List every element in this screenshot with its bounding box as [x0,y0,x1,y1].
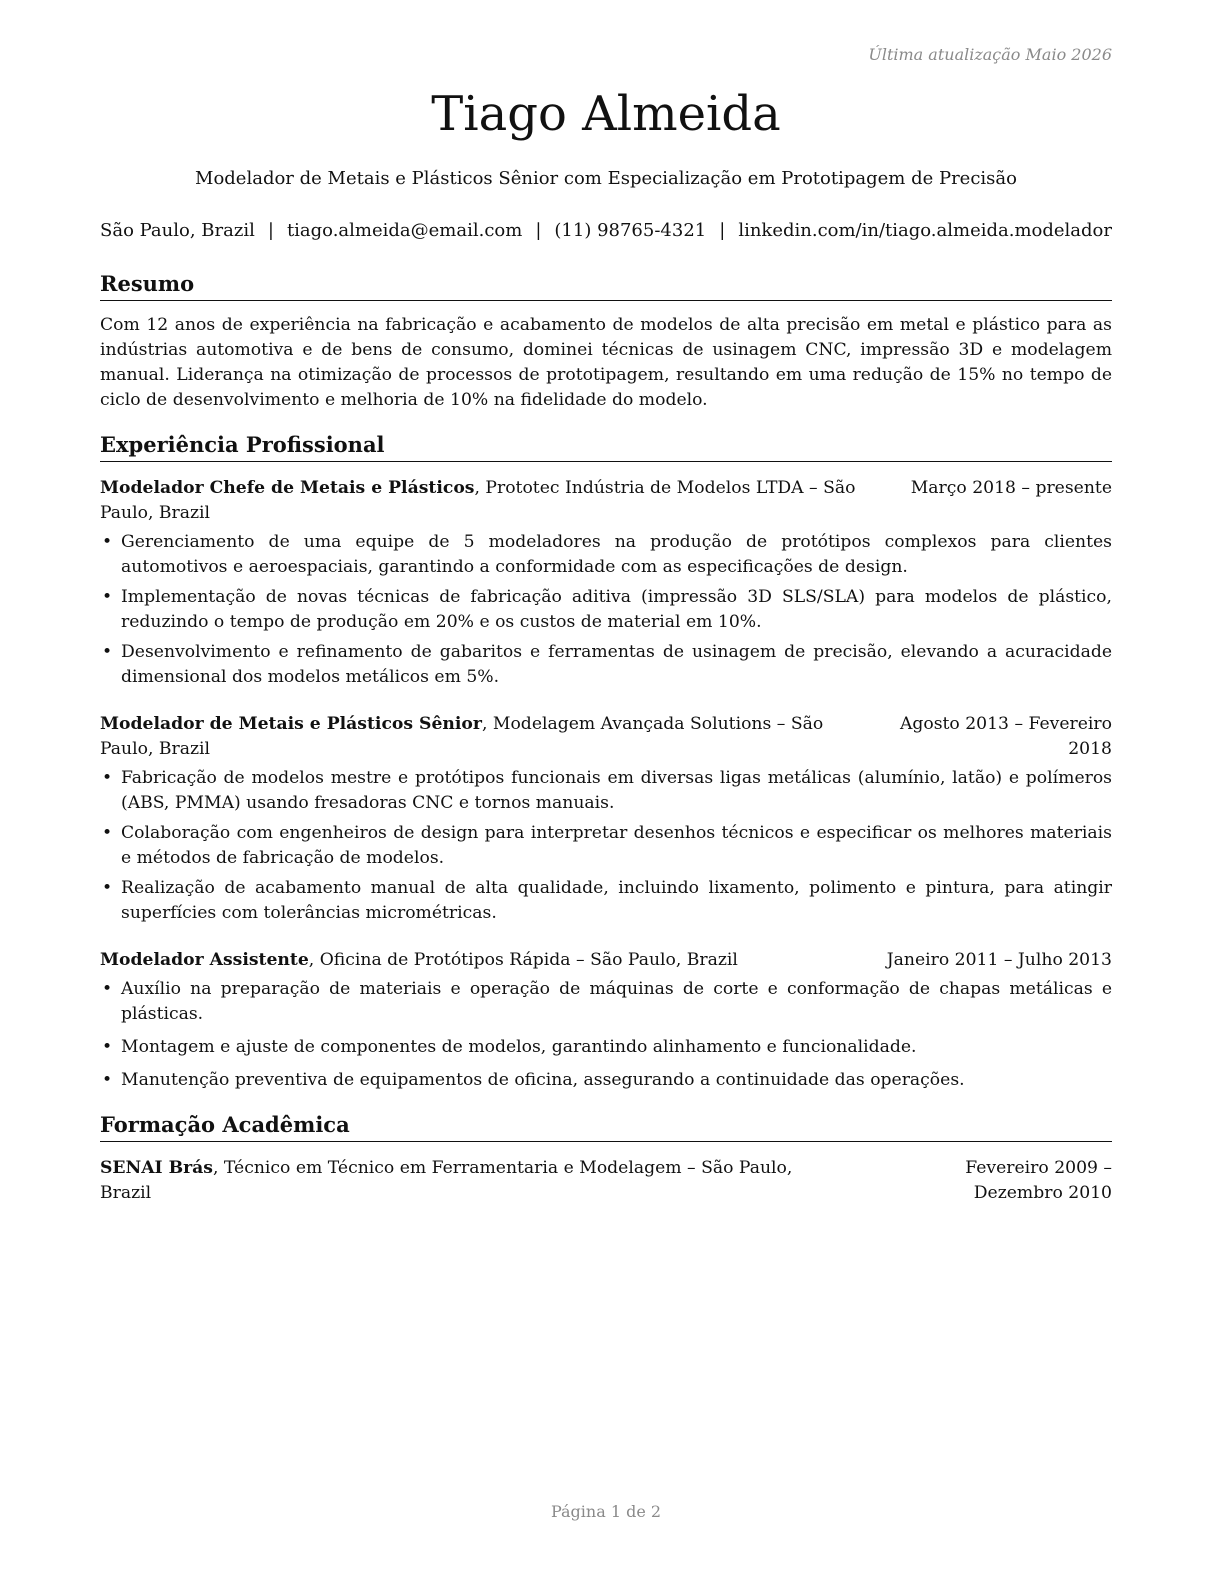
education-entry [100,1156,1112,1206]
job-header [100,476,1112,526]
summary-title: Resumo [100,270,1112,301]
job-entry [100,712,1112,926]
job-bullet: • Auxílio na preparação de materiais e operação de máquinas de corte e conformação de chapas metálicas e plásticas. [100,977,1112,1027]
education-detail: , Técnico em Técnico em Ferramentaria e Modelagem – São Paulo, Brazil [100,1158,793,1203]
job-bullet: • Fabricação de modelos mestre e protótipos funcionais em diversas ligas metálicas (alumínio, latão) e polímeros (ABS, PMMA) usando fresadoras CNC e tornos manuais. [100,766,1112,816]
contact-line [80,220,1132,241]
job-bullet: • Colaboração com engenheiros de design para interpretar desenhos técnicos e especificar os melhores materiais e métodos de fabricação de modelos. [100,821,1112,871]
job-bullet: • Desenvolvimento e refinamento de gabaritos e ferramentas de usinagem de precisão, elevando a acuracidade dimensional dos modelos metálicos em 5%. [100,640,1112,690]
job-bullet: • Realização de acabamento manual de alta qualidade, incluindo lixamento, polimento e pintura, para atingir superfícies com tolerâncias micrométricas. [100,876,1112,926]
contact-phone: (11) 98765-4321 [554,220,707,241]
job-bullets [100,530,1112,690]
job-bullet: • Implementação de novas técnicas de fabricação aditiva (impressão 3D SLS/SLA) para modelos de plástico, reduzindo o tempo de produção em 20% e os custos de material em 10%. [100,585,1112,635]
candidate-headline: Modelador de Metais e Plásticos Sênior com Especialização em Prototipagem de Precisão [195,168,1017,189]
contact-location: São Paulo, Brazil [100,220,255,241]
resume-content [100,270,1112,1206]
job-bullets [100,766,1112,926]
page-number: Página 1 de 2 [550,1502,662,1521]
contact-linkedin[interactable]: linkedin.com/in/tiago.almeida.modelador [738,220,1112,241]
job-bullets [100,977,1112,1093]
job-dates: Agosto 2013 – Fevereiro 2018 [899,714,1112,759]
job-company: , Oficina de Protótipos Rápida – São Paulo, Brazil [308,950,738,970]
summary-text: Com 12 anos de experiência na fabricação e acabamento de modelos de alta precisão em metal e plástico para as indústrias automotiva e de bens de consumo, dominei técnicas de usinagem CNC, impressão 3D e modelagem manual. Liderança na otimização de processos de prototipagem, resultando em uma redução de 15% no tempo de ciclo de desenvolvimento e melhoria de 10% na fidelidade do modelo. [100,315,1112,410]
job-bullet: • Manutenção preventiva de equipamentos de oficina, assegurando a continuidade das operações. [100,1068,1112,1093]
contact-separator: | [267,220,274,241]
job-role: Modelador de Metais e Plásticos Sênior [100,714,482,734]
contact-separator: | [719,220,726,241]
job-role: Modelador Assistente [100,950,309,970]
job-dates: Janeiro 2011 – Julho 2013 [886,950,1112,970]
contact-email[interactable]: tiago.almeida@email.com [286,220,523,241]
job-entry [100,948,1112,1093]
contact-separator: | [535,220,542,241]
last-updated: Última atualização Maio 2026 [868,45,1112,64]
resume-page [100,0,1112,1584]
education-school: SENAI Brás [100,1158,213,1178]
job-header [100,948,1112,973]
job-dates: Março 2018 – presente [910,478,1112,498]
candidate-name: Tiago Almeida [431,86,781,142]
job-entry [100,476,1112,690]
job-header [100,712,1112,762]
job-role: Modelador Chefe de Metais e Plásticos [100,478,475,498]
job-company: , Modelagem Avançada Solutions – São Paulo, Brazil [100,714,824,759]
education-header [100,1156,1112,1206]
education-dates: Fevereiro 2009 – Dezembro 2010 [965,1158,1112,1203]
job-bullet: • Montagem e ajuste de componentes de modelos, garantindo alinhamento e funcionalidade. [100,1035,1112,1060]
education-title: Formação Acadêmica [100,1111,1112,1142]
job-bullet: • Gerenciamento de uma equipe de 5 modeladores na produção de protótipos complexos para clientes automotivos e aeroespaciais, garantindo a conformidade com as especificações de design. [100,530,1112,580]
job-company: , Prototec Indústria de Modelos LTDA – São Paulo, Brazil [100,478,856,523]
experience-title: Experiência Profissional [100,431,1112,462]
